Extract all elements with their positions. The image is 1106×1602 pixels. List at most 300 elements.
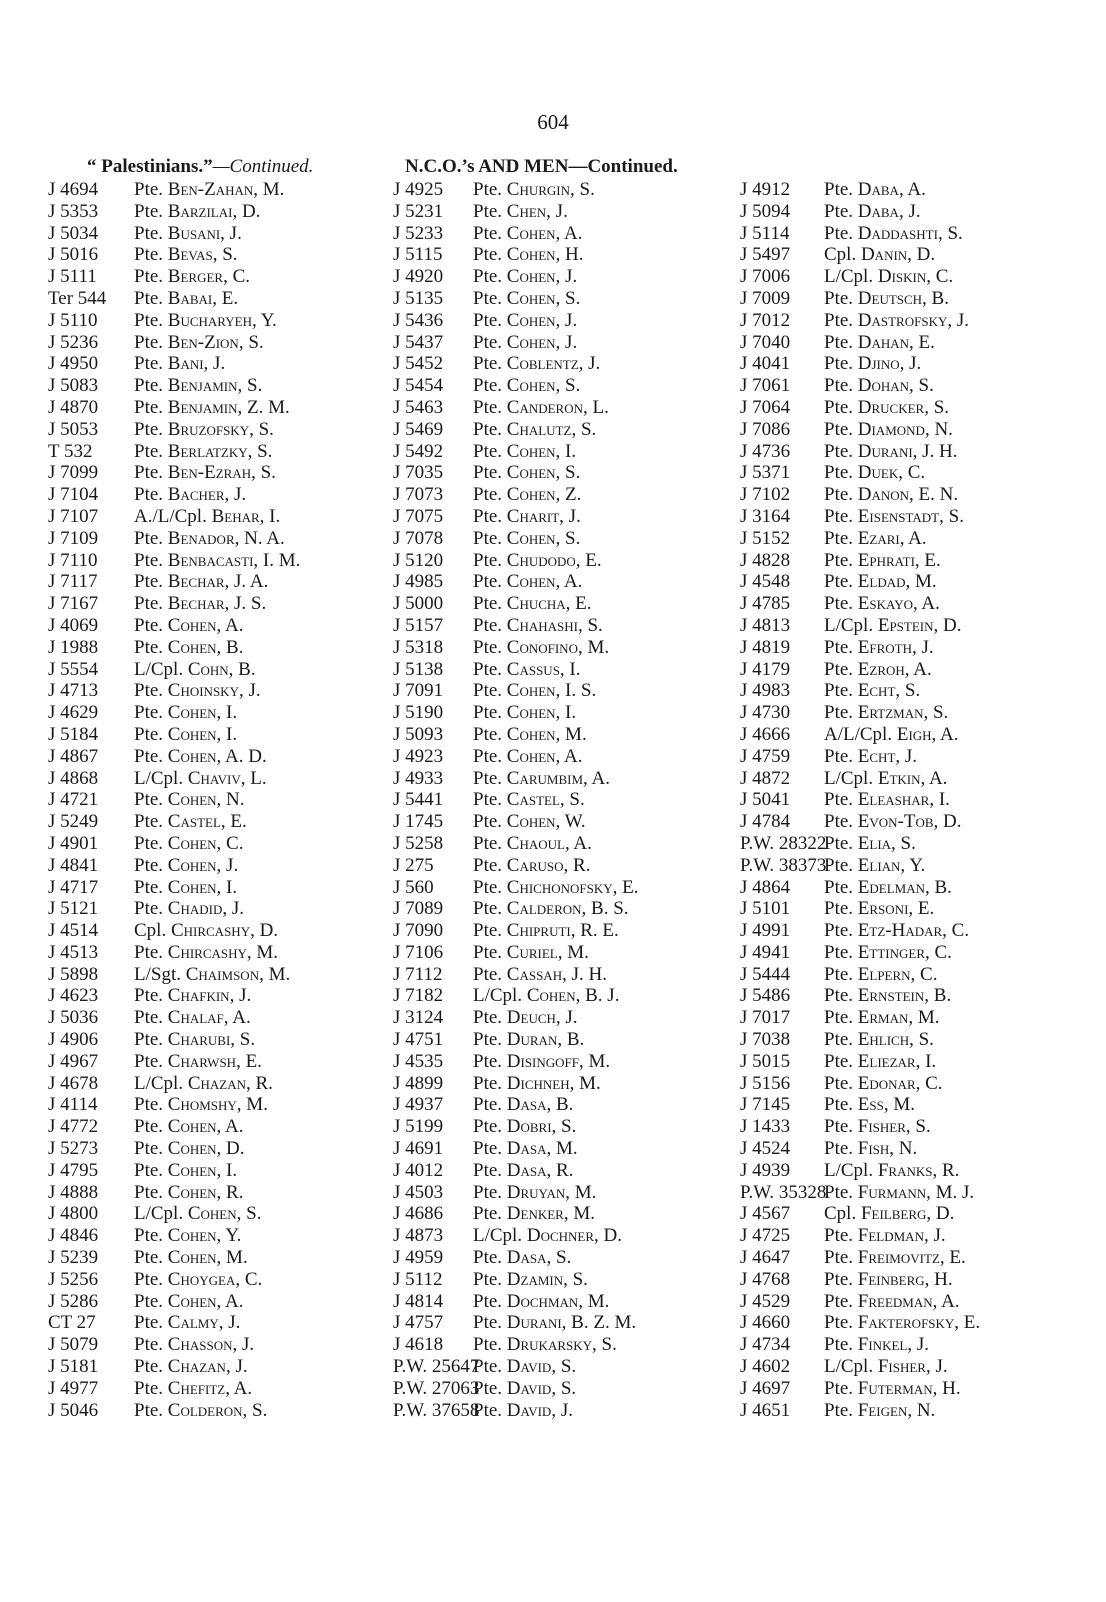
roll-entry bbox=[393, 985, 639, 1007]
service-number: J 4925 bbox=[393, 179, 444, 200]
soldier-name: David, S. bbox=[506, 1356, 577, 1378]
roll-entry bbox=[740, 1160, 980, 1182]
rank: Pte. bbox=[824, 876, 854, 898]
soldier-name: Choinsky, J. bbox=[167, 680, 261, 702]
section-heading-left bbox=[87, 156, 313, 178]
roll-entry bbox=[740, 920, 980, 942]
page-number: 604 bbox=[537, 110, 569, 134]
service-number: J 4991 bbox=[740, 920, 791, 942]
roll-entry bbox=[740, 702, 980, 724]
roll-entry bbox=[393, 571, 639, 593]
soldier-name: Babai, E. bbox=[167, 287, 239, 309]
soldier-name: Cohen, H. bbox=[506, 244, 584, 266]
rank: Pte. bbox=[473, 1138, 503, 1160]
rank: Pte. bbox=[134, 876, 164, 898]
roll-entry bbox=[740, 353, 980, 375]
service-number: J 4730 bbox=[740, 702, 791, 724]
soldier-name: Cohen, J. bbox=[506, 309, 578, 331]
rank: Pte. bbox=[473, 1159, 503, 1181]
roll-entry bbox=[393, 746, 639, 768]
rank: Pte. bbox=[473, 941, 503, 963]
roll-entry bbox=[740, 1007, 980, 1029]
soldier-name: Erman, M. bbox=[857, 1007, 940, 1029]
rank: Pte. bbox=[473, 1334, 503, 1356]
rank: Pte. bbox=[134, 1377, 164, 1399]
service-number: J 4795 bbox=[48, 1159, 99, 1181]
soldier-name: Deuch, J. bbox=[506, 1007, 578, 1029]
service-number: J 4524 bbox=[740, 1138, 791, 1160]
rank: Pte. bbox=[134, 1159, 164, 1181]
rank: Pte. bbox=[134, 985, 164, 1007]
rank: Pte. bbox=[134, 440, 164, 462]
roll-entry bbox=[740, 310, 980, 332]
rank: Pte. bbox=[473, 440, 503, 462]
roll-entry bbox=[740, 1203, 980, 1225]
soldier-name: Cohen, A. D. bbox=[167, 745, 267, 767]
rank: Pte. bbox=[134, 723, 164, 745]
soldier-name: Carumbim, A. bbox=[506, 767, 610, 789]
soldier-name: Curiel, M. bbox=[506, 941, 589, 963]
roll-entry bbox=[740, 223, 980, 245]
service-number: J 5353 bbox=[48, 200, 99, 222]
rank: Pte. bbox=[134, 1181, 164, 1203]
soldier-name: Ettinger, C. bbox=[857, 941, 952, 963]
soldier-name: Cohen, J. bbox=[167, 854, 239, 876]
rank: Pte. bbox=[134, 789, 164, 811]
rank: Pte. bbox=[473, 636, 503, 658]
soldier-name: Cohen, I. bbox=[167, 702, 238, 724]
rank: Pte. bbox=[134, 287, 164, 309]
rank: Pte. bbox=[473, 1094, 503, 1116]
soldier-name: Behar, I. bbox=[211, 505, 281, 527]
roll-entry bbox=[393, 179, 639, 201]
rank: L/Cpl. bbox=[473, 985, 523, 1007]
rank: Pte. bbox=[473, 571, 503, 593]
rank: Pte. bbox=[134, 571, 164, 593]
soldier-name: Evon-Tob, D. bbox=[857, 811, 962, 833]
rank: Pte. bbox=[824, 331, 854, 353]
service-number: J 4867 bbox=[48, 745, 99, 767]
rank: A./L/Cpl. bbox=[134, 505, 207, 527]
roll-entry bbox=[48, 1138, 300, 1160]
service-number: J 5452 bbox=[393, 353, 444, 375]
service-number: J 7112 bbox=[393, 963, 443, 985]
roll-entry bbox=[48, 310, 300, 332]
rank: Pte. bbox=[824, 440, 854, 462]
rank: Pte. bbox=[134, 549, 164, 571]
rank: Cpl. bbox=[824, 1203, 857, 1225]
roll-entry bbox=[740, 659, 980, 681]
rank: L/Cpl. bbox=[824, 767, 874, 789]
rank: Pte. bbox=[473, 614, 503, 636]
roll-entry bbox=[740, 877, 980, 899]
roll-entry bbox=[393, 811, 639, 833]
service-number: J 4513 bbox=[48, 941, 99, 963]
service-number: J 4535 bbox=[393, 1050, 444, 1072]
soldier-name: Cohen, A. bbox=[506, 745, 583, 767]
rank: Pte. bbox=[473, 1116, 503, 1138]
service-number: J 5083 bbox=[48, 375, 99, 397]
service-number: J 4868 bbox=[48, 767, 99, 789]
service-number: J 5036 bbox=[48, 1007, 99, 1029]
rank: Pte. bbox=[134, 1356, 164, 1378]
service-number: J 5463 bbox=[393, 396, 444, 418]
rank: L/Cpl. bbox=[824, 1159, 874, 1181]
service-number: J 4567 bbox=[740, 1203, 791, 1225]
service-number: J 7040 bbox=[740, 331, 791, 353]
soldier-name: Chalaf, A. bbox=[167, 1007, 251, 1029]
soldier-name: Castel, S. bbox=[506, 789, 585, 811]
soldier-name: Freedman, A. bbox=[857, 1290, 960, 1312]
roll-entry bbox=[393, 353, 639, 375]
roll-entry bbox=[48, 855, 300, 877]
service-number: J 5437 bbox=[393, 331, 444, 353]
soldier-name: Castel, E. bbox=[167, 811, 247, 833]
service-number: J 4768 bbox=[740, 1268, 791, 1290]
roll-entry bbox=[48, 789, 300, 811]
roll-entry bbox=[393, 1094, 639, 1116]
service-number: J 4041 bbox=[740, 353, 791, 375]
roll-entry bbox=[48, 1291, 300, 1313]
rank: Pte. bbox=[473, 832, 503, 854]
roll-entry bbox=[740, 768, 980, 790]
roll-entry bbox=[393, 615, 639, 637]
service-number: J 5469 bbox=[393, 418, 444, 440]
soldier-name: Eleashar, I. bbox=[857, 789, 950, 811]
roll-entry bbox=[393, 1225, 639, 1247]
rank: Pte. bbox=[473, 811, 503, 833]
rank: Pte. bbox=[824, 1334, 854, 1356]
rank: Pte. bbox=[134, 1268, 164, 1290]
rank: Pte. bbox=[824, 1290, 854, 1312]
rank: Pte. bbox=[473, 723, 503, 745]
soldier-name: Deutsch, B. bbox=[857, 287, 949, 309]
soldier-name: Ezari, A. bbox=[857, 527, 927, 549]
rank: Pte. bbox=[134, 266, 164, 288]
roll-entry bbox=[393, 310, 639, 332]
roll-entry bbox=[740, 1116, 980, 1138]
rank: Pte. bbox=[473, 1072, 503, 1094]
roll-entry bbox=[393, 528, 639, 550]
service-number: J 7109 bbox=[48, 527, 99, 549]
soldier-name: Ess, M. bbox=[857, 1094, 915, 1116]
roll-entry bbox=[48, 1269, 300, 1291]
roll-entry bbox=[48, 877, 300, 899]
soldier-name: Benjamin, Z. M. bbox=[167, 396, 290, 418]
roll-entry bbox=[740, 1247, 980, 1269]
rank: Pte. bbox=[134, 745, 164, 767]
service-number: J 5233 bbox=[393, 222, 444, 244]
roll-entry bbox=[48, 1378, 300, 1400]
roll-entry bbox=[48, 332, 300, 354]
soldier-name: Chaoul, A. bbox=[506, 832, 592, 854]
soldier-name: Feinberg, H. bbox=[857, 1268, 953, 1290]
rank: Pte. bbox=[134, 941, 164, 963]
roll-entry bbox=[740, 1225, 980, 1247]
service-number: J 5093 bbox=[393, 723, 444, 745]
service-number: J 4785 bbox=[740, 593, 791, 615]
rank: Pte. bbox=[473, 1290, 503, 1312]
rank: Pte. bbox=[824, 1138, 854, 1160]
soldier-name: Cohen, I. bbox=[167, 723, 238, 745]
rank: Pte. bbox=[473, 1203, 503, 1225]
soldier-name: Cassus, I. bbox=[506, 658, 581, 680]
soldier-name: Cohen, M. bbox=[167, 1247, 248, 1269]
roll-entry bbox=[393, 1247, 639, 1269]
soldier-name: Cohen, I. bbox=[506, 702, 577, 724]
soldier-name: Conofino, M. bbox=[506, 636, 610, 658]
roll-entry bbox=[740, 1378, 980, 1400]
service-number: J 7038 bbox=[740, 1029, 791, 1051]
soldier-name: David, S. bbox=[506, 1377, 577, 1399]
soldier-name: Chucha, E. bbox=[506, 593, 592, 615]
roll-entry bbox=[740, 1094, 980, 1116]
soldier-name: Chafkin, J. bbox=[167, 985, 252, 1007]
service-number: J 4697 bbox=[740, 1377, 791, 1399]
rank: L/Cpl. bbox=[134, 658, 184, 680]
soldier-name: Cohen, A. bbox=[167, 614, 244, 636]
roll-column-3 bbox=[740, 179, 980, 1421]
roll-entry bbox=[740, 441, 980, 463]
rank: Pte. bbox=[824, 811, 854, 833]
soldier-name: Drukarsky, S. bbox=[506, 1334, 617, 1356]
soldier-name: Cohen, I. S. bbox=[506, 680, 597, 702]
rank: Pte. bbox=[473, 745, 503, 767]
rank: Pte. bbox=[824, 353, 854, 375]
service-number: J 5898 bbox=[48, 963, 99, 985]
service-number: J 7107 bbox=[48, 505, 99, 527]
soldier-name: Daba, J. bbox=[857, 200, 921, 222]
roll-entry bbox=[740, 1291, 980, 1313]
roll-entry bbox=[48, 1073, 300, 1095]
roll-entry bbox=[393, 1312, 639, 1334]
roll-entry bbox=[393, 920, 639, 942]
soldier-name: Cohen, S. bbox=[506, 287, 581, 309]
service-number: J 5157 bbox=[393, 614, 444, 636]
service-number: J 5094 bbox=[740, 200, 791, 222]
roll-entry bbox=[393, 637, 639, 659]
service-number: J 5138 bbox=[393, 658, 444, 680]
soldier-name: Dzamin, S. bbox=[506, 1268, 588, 1290]
rank: Pte. bbox=[134, 1029, 164, 1051]
service-number: J 7104 bbox=[48, 484, 99, 506]
soldier-name: Dochman, M. bbox=[506, 1290, 610, 1312]
soldier-name: Djino, J. bbox=[857, 353, 922, 375]
roll-entry bbox=[393, 702, 639, 724]
service-number: J 5156 bbox=[740, 1072, 791, 1094]
service-number: J 4618 bbox=[393, 1334, 444, 1356]
roll-entry bbox=[393, 1007, 639, 1029]
service-number: J 7110 bbox=[48, 549, 98, 571]
roll-entry bbox=[740, 724, 980, 746]
rank: Pte. bbox=[824, 898, 854, 920]
roll-entry bbox=[740, 1334, 980, 1356]
roll-entry bbox=[740, 898, 980, 920]
soldier-name: Colderon, S. bbox=[167, 1399, 268, 1421]
soldier-name: Chomshy, M. bbox=[167, 1094, 268, 1116]
service-number: J 7073 bbox=[393, 484, 444, 506]
service-number: J 4691 bbox=[393, 1138, 444, 1160]
service-number: J 5184 bbox=[48, 723, 99, 745]
roll-entry bbox=[740, 964, 980, 986]
service-number: J 5249 bbox=[48, 811, 99, 833]
soldier-name: Cohen, A. bbox=[506, 571, 583, 593]
service-number: J 7089 bbox=[393, 898, 444, 920]
rank: Pte. bbox=[473, 505, 503, 527]
service-number: J 5000 bbox=[393, 593, 444, 615]
roll-entry bbox=[48, 419, 300, 441]
roll-entry bbox=[393, 288, 639, 310]
rank: Pte. bbox=[473, 244, 503, 266]
service-number: J 5497 bbox=[740, 244, 791, 266]
soldier-name: Bechar, J. A. bbox=[167, 571, 269, 593]
rank: Pte. bbox=[473, 789, 503, 811]
soldier-name: Edonar, C. bbox=[857, 1072, 943, 1094]
rank: Pte. bbox=[473, 418, 503, 440]
rank: Pte. bbox=[134, 1312, 164, 1334]
rank: Pte. bbox=[824, 549, 854, 571]
service-number: J 5286 bbox=[48, 1290, 99, 1312]
service-number: J 4846 bbox=[48, 1225, 99, 1247]
rank: Pte. bbox=[824, 658, 854, 680]
roll-entry bbox=[740, 332, 980, 354]
roll-entry bbox=[393, 724, 639, 746]
service-number: J 5486 bbox=[740, 985, 791, 1007]
rank: Pte. bbox=[473, 1050, 503, 1072]
service-number: J 4678 bbox=[48, 1072, 99, 1094]
rank: Pte. bbox=[824, 1094, 854, 1116]
roll-entry bbox=[740, 637, 980, 659]
soldier-name: Dobri, S. bbox=[506, 1116, 577, 1138]
roll-entry bbox=[740, 1400, 980, 1422]
service-number: J 5079 bbox=[48, 1334, 99, 1356]
roll-entry bbox=[48, 179, 300, 201]
rank: Pte. bbox=[824, 222, 854, 244]
rank: Pte. bbox=[473, 963, 503, 985]
service-number: J 4912 bbox=[740, 179, 791, 200]
roll-entry bbox=[48, 811, 300, 833]
rank: Pte. bbox=[134, 614, 164, 636]
service-number: P.W. 37658 bbox=[393, 1399, 480, 1421]
service-number: J 4629 bbox=[48, 702, 99, 724]
service-number: CT 27 bbox=[48, 1312, 96, 1334]
soldier-name: Daddashti, S. bbox=[857, 222, 963, 244]
service-number: J 1433 bbox=[740, 1116, 791, 1138]
soldier-name: Denker, M. bbox=[506, 1203, 595, 1225]
service-number: J 4179 bbox=[740, 658, 791, 680]
soldier-name: Chudodo, E. bbox=[506, 549, 602, 571]
service-number: J 5016 bbox=[48, 244, 99, 266]
service-number: P.W. 25647 bbox=[393, 1356, 480, 1378]
roll-entry bbox=[48, 1312, 300, 1334]
soldier-name: Chazan, R. bbox=[187, 1072, 273, 1094]
rank: Pte. bbox=[473, 1312, 503, 1334]
soldier-name: Eisenstadt, S. bbox=[857, 505, 964, 527]
service-number: J 4114 bbox=[48, 1094, 98, 1116]
roll-entry bbox=[48, 1400, 300, 1422]
rank: Cpl. bbox=[134, 920, 167, 942]
soldier-name: Bevas, S. bbox=[167, 244, 238, 266]
service-number: J 4660 bbox=[740, 1312, 791, 1334]
soldier-name: Cohen, D. bbox=[167, 1138, 245, 1160]
soldier-name: Efroth, J. bbox=[857, 636, 934, 658]
service-number: P.W. 27063 bbox=[393, 1377, 480, 1399]
rank: Pte. bbox=[473, 266, 503, 288]
rank: Pte. bbox=[473, 702, 503, 724]
roll-entry bbox=[393, 419, 639, 441]
soldier-name: Cohen, I. bbox=[167, 1159, 238, 1181]
service-number: J 5258 bbox=[393, 832, 444, 854]
soldier-name: Ezroh, A. bbox=[857, 658, 932, 680]
soldier-name: Futerman, H. bbox=[857, 1377, 961, 1399]
soldier-name: Cohen, A. bbox=[167, 1290, 244, 1312]
rank: Pte. bbox=[134, 1116, 164, 1138]
roll-entry bbox=[740, 1312, 980, 1334]
roll-entry bbox=[393, 1269, 639, 1291]
service-number: J 4888 bbox=[48, 1181, 99, 1203]
rank: Pte. bbox=[824, 1116, 854, 1138]
service-number: J 4959 bbox=[393, 1247, 444, 1269]
service-number: J 4941 bbox=[740, 941, 791, 963]
rank: Pte. bbox=[134, 1007, 164, 1029]
rank: Pte. bbox=[473, 1181, 503, 1203]
service-number: J 4814 bbox=[393, 1290, 444, 1312]
soldier-name: Benjamin, S. bbox=[167, 375, 263, 397]
roll-entry bbox=[740, 811, 980, 833]
service-number: J 4602 bbox=[740, 1356, 791, 1378]
rank: Pte. bbox=[134, 1225, 164, 1247]
roll-entry bbox=[393, 506, 639, 528]
rank: Pte. bbox=[824, 680, 854, 702]
soldier-name: Epstein, D. bbox=[877, 614, 962, 636]
service-number: J 4864 bbox=[740, 876, 791, 898]
soldier-name: Ehlich, S. bbox=[857, 1029, 934, 1051]
roll-entry bbox=[393, 1356, 639, 1378]
rank: Pte. bbox=[134, 179, 164, 200]
rank: Pte. bbox=[824, 920, 854, 942]
soldier-name: Ben-Zahan, M. bbox=[167, 179, 285, 200]
service-number: J 5318 bbox=[393, 636, 444, 658]
rank: Pte. bbox=[473, 375, 503, 397]
service-number: P.W. 35328 bbox=[740, 1181, 827, 1203]
roll-entry bbox=[740, 985, 980, 1007]
service-number: J 5444 bbox=[740, 963, 791, 985]
roll-entry bbox=[48, 1160, 300, 1182]
soldier-name: Drucker, S. bbox=[857, 396, 950, 418]
service-number: J 4529 bbox=[740, 1290, 791, 1312]
soldier-name: Diamond, N. bbox=[857, 418, 953, 440]
service-number: J 4772 bbox=[48, 1116, 99, 1138]
soldier-name: Fish, N. bbox=[857, 1138, 918, 1160]
rank: Pte. bbox=[824, 1247, 854, 1269]
rank: Pte. bbox=[473, 920, 503, 942]
roll-entry bbox=[48, 1116, 300, 1138]
soldier-name: Echt, J. bbox=[857, 745, 918, 767]
soldier-name: Fisher, J. bbox=[877, 1356, 948, 1378]
rank: Pte. bbox=[134, 1399, 164, 1421]
service-number: J 5110 bbox=[48, 309, 98, 331]
soldier-name: Chazan, J. bbox=[167, 1356, 248, 1378]
service-number: P.W. 38373 bbox=[740, 854, 827, 876]
roll-entry bbox=[48, 985, 300, 1007]
roll-entry bbox=[393, 789, 639, 811]
service-number: J 4819 bbox=[740, 636, 791, 658]
roll-entry bbox=[393, 1116, 639, 1138]
roll-entry bbox=[393, 1138, 639, 1160]
soldier-name: Charwsh, E. bbox=[167, 1050, 262, 1072]
service-number: J 7102 bbox=[740, 484, 791, 506]
service-number: J 7090 bbox=[393, 920, 444, 942]
